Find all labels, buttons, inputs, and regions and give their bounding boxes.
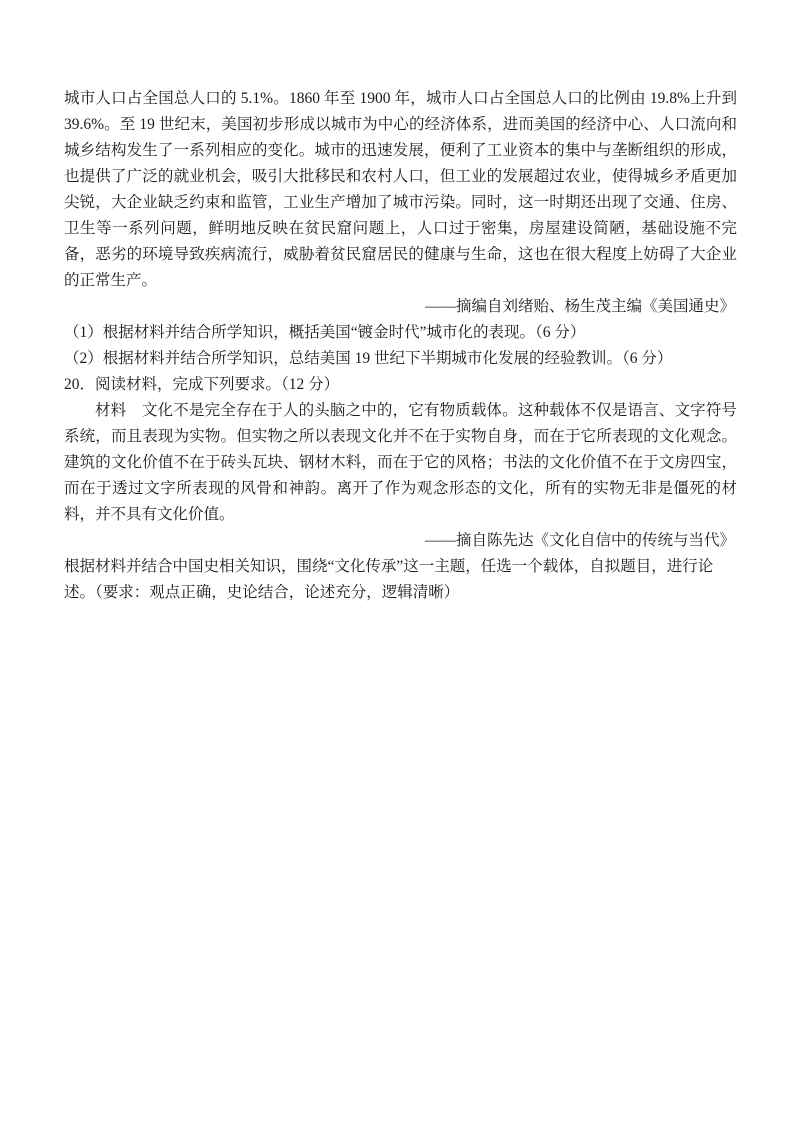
question20-heading: 20．阅读材料，完成下列要求。（12 分）	[64, 376, 340, 393]
exam-document	[64, 86, 737, 606]
question20-task: 根据材料并结合中国史相关知识，围绕“文化传承”这一主题，任选一个载体，自拟题目，进行论述。（要求：观点正确，史论结合，论述充分，逻辑清晰）	[64, 558, 714, 601]
question19-subquestion-2: （2）根据材料并结合所学知识，总结美国 19 世纪下半期城市化发展的经验教训。（6 分）	[64, 350, 673, 367]
question20-source-attribution: ——摘自陈先达《文化自信中的传统与当代》	[424, 532, 735, 549]
question19-subquestion-1: （1）根据材料并结合所学知识，概括美国“镀金时代”城市化的表现。（6 分）	[64, 324, 586, 341]
question19-material-body: 城市人口占全国总人口的 5.1%。1860 年至 1900 年，城市人口占全国总人口的比例由 19.8%上升到 39.6%。至 19 世纪末，美国初步形成以城市为中心的经济体系，进而美国的经济中心、人口流向和城乡结构发生了一系列相应的变化。城市的迅速发展，便利了工业资本的集中与垄断组织的形成，也提供了广泛的就业机会，吸引大批移民和农村人口，但工业的发展超过农业，使得城乡矛盾更加尖锐，大企业缺乏约束和监管，工业生产增加了城市污染。同时，这一时期还出现了交通、住房、卫生等一系列问题，鲜明地反映在贫民窟问题上，人口过于密集，房屋建设简陋，基础设施不完备，恶劣的环境导致疾病流行，威胁着贫民窟居民的健康与生命，这也在很大程度上妨碍了大企业的正常生产。	[64, 90, 737, 289]
question20-material-body: 材料 文化不是完全存在于人的头脑之中的，它有物质载体。这种载体不仅是语言、文字符号系统，而且表现为实物。但实物之所以表现文化并不在于实物自身，而在于它所表现的文化观念。建筑的文化价值不在于砖头瓦块、钢材木料，而在于它的风格；书法的文化价值不在于文房四宝，而在于透过文字所表现的风骨和神韵。离开了作为观念形态的文化，所有的实物无非是僵死的材料，并不具有文化价值。	[64, 402, 737, 523]
question19-source-attribution: ——摘编自刘绪贻、杨生茂主编《美国通史》	[424, 298, 735, 315]
